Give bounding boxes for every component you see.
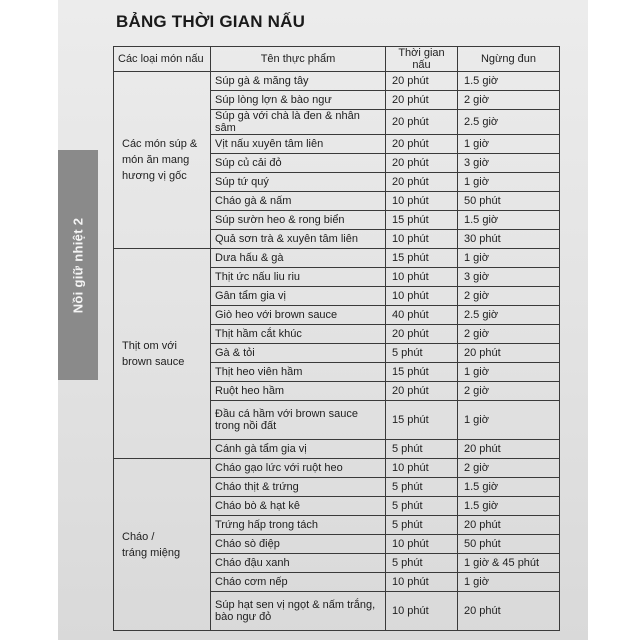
category-label-line: brown sauce xyxy=(122,355,185,368)
stop-heating-cell: 20 phút xyxy=(458,516,560,535)
cook-time-cell: 10 phút xyxy=(386,535,458,554)
food-name-cell: Thịt heo viên hầm xyxy=(211,363,386,382)
stop-heating-cell: 1 giờ xyxy=(458,249,560,268)
food-name-cell: Cháo thịt & trứng xyxy=(211,478,386,497)
category-label-line: hương vị gốc xyxy=(122,170,187,182)
header-stop-heating: Ngừng đun xyxy=(458,47,560,72)
category-cell xyxy=(114,72,211,249)
stop-heating-cell: 2 giờ xyxy=(458,91,560,110)
category-label-line: Thịt om với xyxy=(122,339,177,352)
table-row xyxy=(114,249,560,268)
category-cell xyxy=(114,459,211,631)
cook-time-cell: 40 phút xyxy=(386,306,458,325)
food-name-cell: Vịt nấu xuyên tâm liên xyxy=(211,135,386,154)
cook-time-cell: 20 phút xyxy=(386,110,458,135)
cook-time-cell: 15 phút xyxy=(386,211,458,230)
food-name-cell: Ruột heo hầm xyxy=(211,382,386,401)
food-name-cell: Giò heo với brown sauce xyxy=(211,306,386,325)
stop-heating-cell: 2 giờ xyxy=(458,325,560,344)
cook-time-cell: 10 phút xyxy=(386,592,458,631)
stop-heating-cell: 20 phút xyxy=(458,344,560,363)
stop-heating-cell: 2 giờ xyxy=(458,287,560,306)
food-name-cell: Cháo gạo lức với ruột heo xyxy=(211,459,386,478)
food-name-cell: Súp củ cải đỏ xyxy=(211,154,386,173)
food-name-cell: Súp lòng lợn & bào ngư xyxy=(211,91,386,110)
cook-time-cell: 10 phút xyxy=(386,459,458,478)
stop-heating-cell: 20 phút xyxy=(458,592,560,631)
stop-heating-cell: 1 giờ xyxy=(458,173,560,192)
food-name-cell: Súp gà & măng tây xyxy=(211,72,386,91)
stop-heating-cell: 1.5 giờ xyxy=(458,497,560,516)
header-food-name: Tên thực phẩm xyxy=(211,47,386,72)
stop-heating-cell: 1 giờ xyxy=(458,363,560,382)
food-name-cell: Gà & tỏi xyxy=(211,344,386,363)
cook-time-cell: 20 phút xyxy=(386,135,458,154)
category-cell xyxy=(114,249,211,459)
cook-time-cell: 5 phút xyxy=(386,478,458,497)
food-name-cell: Súp sườn heo & rong biển xyxy=(211,211,386,230)
food-name-cell: Đầu cá hầm với brown sauce trong nồi đất xyxy=(211,401,386,440)
cook-time-cell: 10 phút xyxy=(386,287,458,306)
stop-heating-cell: 1.5 giờ xyxy=(458,211,560,230)
cook-time-cell: 10 phút xyxy=(386,192,458,211)
food-name-cell: Súp hạt sen vị ngọt & nấm trắng, bào ngư đỏ xyxy=(211,592,386,631)
table-header-row xyxy=(114,47,560,72)
food-name-cell: Cháo đậu xanh xyxy=(211,554,386,573)
category-label-line: tráng miệng xyxy=(122,546,181,559)
food-name-cell: Trứng hấp trong tách xyxy=(211,516,386,535)
food-name-cell: Gân tẩm gia vị xyxy=(211,287,386,306)
stop-heating-cell: 30 phút xyxy=(458,230,560,249)
cook-time-cell: 20 phút xyxy=(386,325,458,344)
section-side-tab-label: Nồi giữ nhiệt 2 xyxy=(70,217,86,313)
cook-time-cell: 5 phút xyxy=(386,554,458,573)
stop-heating-cell: 1.5 giờ xyxy=(458,478,560,497)
cook-time-cell: 15 phút xyxy=(386,363,458,382)
stop-heating-cell: 1 giờ & 45 phút xyxy=(458,554,560,573)
cook-time-cell: 5 phút xyxy=(386,440,458,459)
page-title: BẢNG THỜI GIAN NẤU xyxy=(116,12,306,31)
stop-heating-cell: 2 giờ xyxy=(458,382,560,401)
cook-time-cell: 15 phút xyxy=(386,249,458,268)
food-name-cell: Quả sơn trà & xuyên tâm liên xyxy=(211,230,386,249)
cook-time-cell: 5 phút xyxy=(386,497,458,516)
cook-time-cell: 20 phút xyxy=(386,154,458,173)
table-body xyxy=(114,72,560,631)
food-name-cell: Cháo gà & nấm xyxy=(211,192,386,211)
stop-heating-cell: 2 giờ xyxy=(458,459,560,478)
cook-time-cell: 5 phút xyxy=(386,516,458,535)
table-row xyxy=(114,72,560,91)
table-row xyxy=(114,459,560,478)
cook-time-cell: 20 phút xyxy=(386,173,458,192)
food-name-cell: Cánh gà tẩm gia vị xyxy=(211,440,386,459)
section-side-tab xyxy=(58,150,98,380)
cook-time-cell: 20 phút xyxy=(386,72,458,91)
stop-heating-cell: 3 giờ xyxy=(458,268,560,287)
stop-heating-cell: 50 phút xyxy=(458,192,560,211)
cooking-time-table-wrapper xyxy=(113,46,559,631)
category-label-line: Các món súp & xyxy=(122,138,198,150)
header-dish-type: Các loại món nấu xyxy=(114,47,211,72)
stop-heating-cell: 1.5 giờ xyxy=(458,72,560,91)
category-label-line: Cháo / xyxy=(122,530,155,543)
food-name-cell: Súp gà với chà là đen & nhân sâm xyxy=(211,110,386,135)
cook-time-cell: 10 phút xyxy=(386,268,458,287)
food-name-cell: Thịt ức nấu liu riu xyxy=(211,268,386,287)
stop-heating-cell: 1 giờ xyxy=(458,135,560,154)
stop-heating-cell: 1 giờ xyxy=(458,401,560,440)
stop-heating-cell: 20 phút xyxy=(458,440,560,459)
stop-heating-cell: 50 phút xyxy=(458,535,560,554)
food-name-cell: Thịt hầm cắt khúc xyxy=(211,325,386,344)
cook-time-cell: 10 phút xyxy=(386,573,458,592)
header-cook-time: Thời gian nấu xyxy=(386,47,458,72)
cook-time-cell: 20 phút xyxy=(386,382,458,401)
food-name-cell: Cháo bò & hạt kê xyxy=(211,497,386,516)
cook-time-cell: 15 phút xyxy=(386,401,458,440)
stop-heating-cell: 2.5 giờ xyxy=(458,110,560,135)
cooking-time-table xyxy=(113,46,560,631)
cook-time-cell: 10 phút xyxy=(386,230,458,249)
stop-heating-cell: 3 giờ xyxy=(458,154,560,173)
cook-time-cell: 20 phút xyxy=(386,91,458,110)
food-name-cell: Dưa hấu & gà xyxy=(211,249,386,268)
stop-heating-cell: 1 giờ xyxy=(458,573,560,592)
stop-heating-cell: 2.5 giờ xyxy=(458,306,560,325)
cook-time-cell: 5 phút xyxy=(386,344,458,363)
category-label-line: món ăn mang xyxy=(122,154,190,166)
food-name-cell: Cháo sò điệp xyxy=(211,535,386,554)
food-name-cell: Súp tứ quý xyxy=(211,173,386,192)
food-name-cell: Cháo cơm nếp xyxy=(211,573,386,592)
